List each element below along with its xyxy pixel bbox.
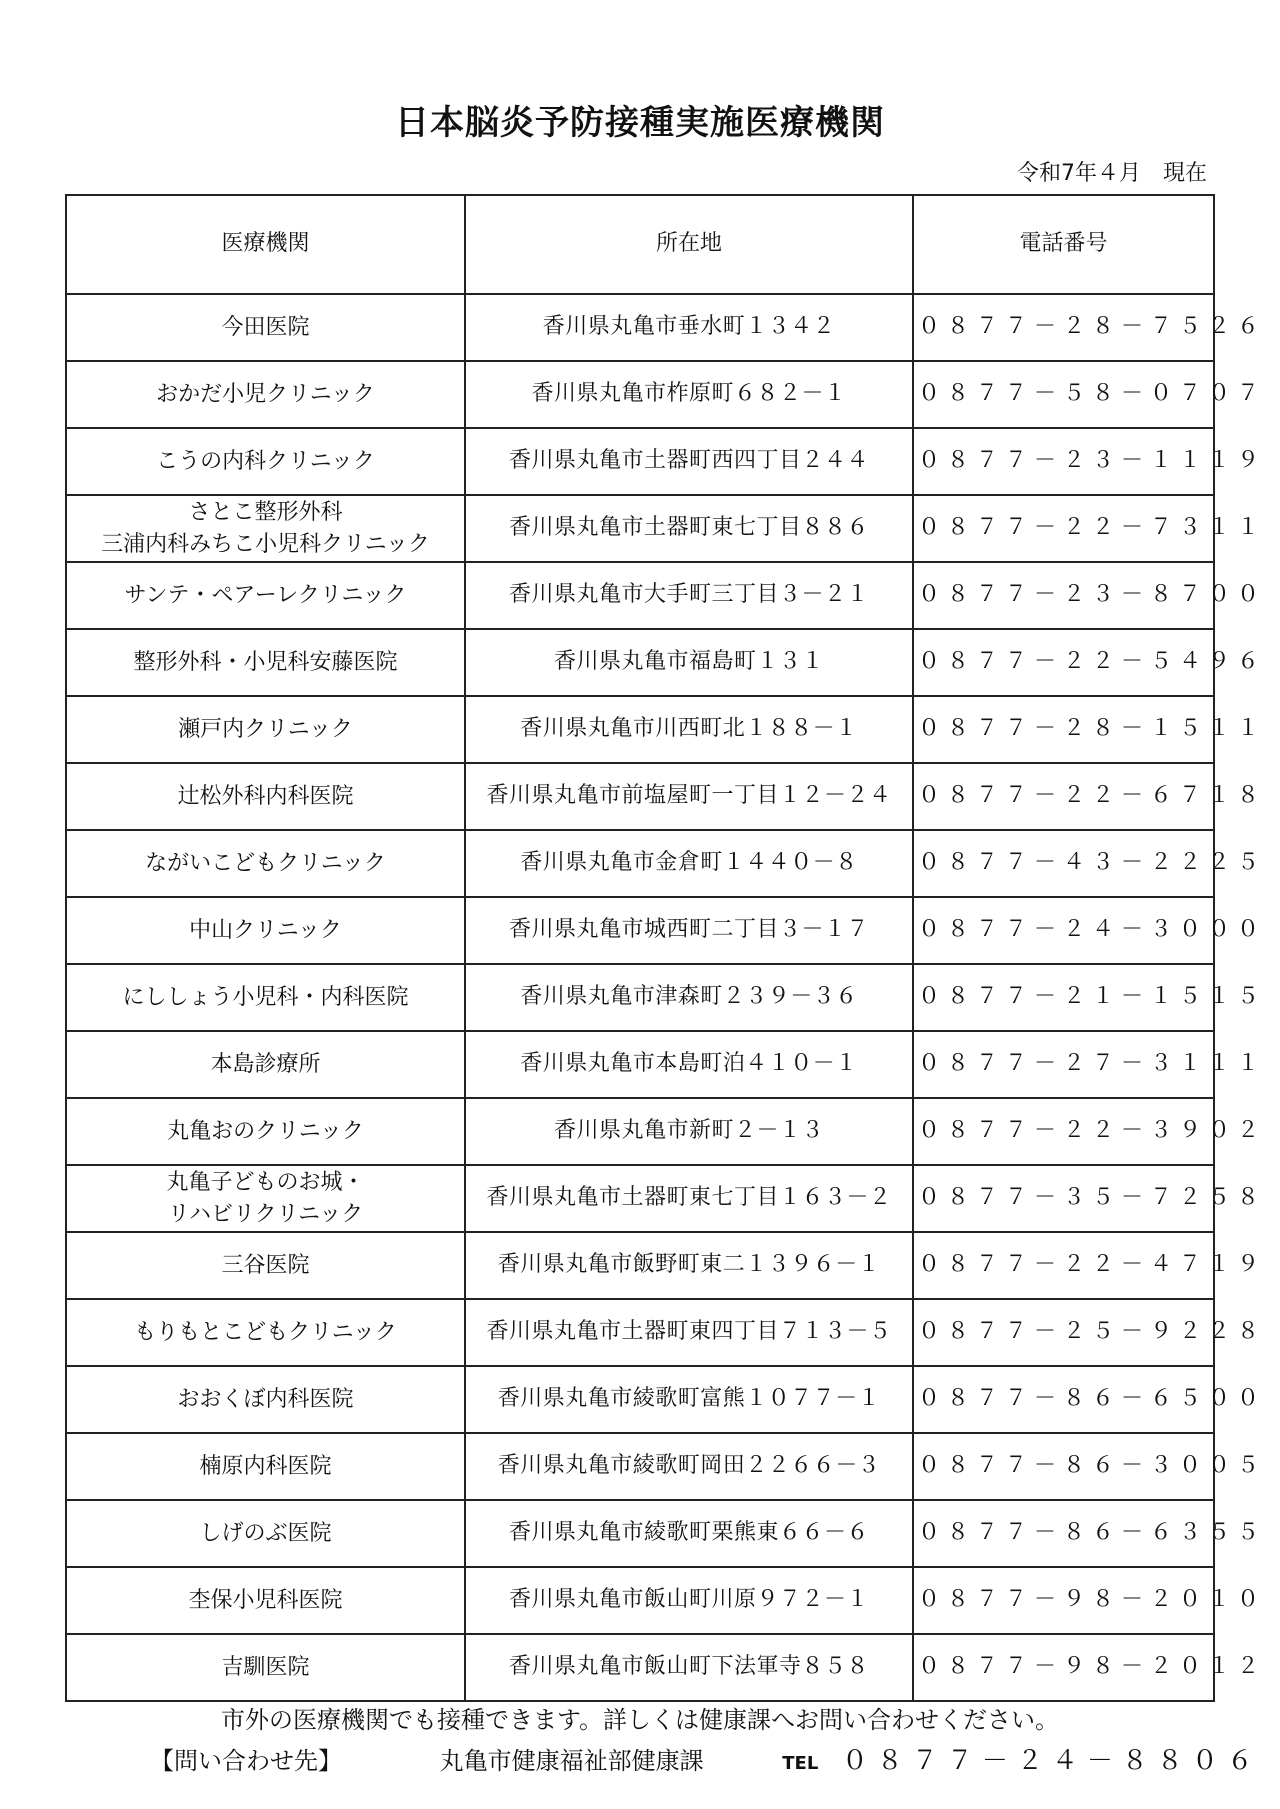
clinic-name: こうの内科クリニック (156, 448, 375, 474)
clinic-phone: ０８７７－２２－４７１９ (913, 1232, 1214, 1299)
clinic-phone: ０８７７－２２－６７１８ (913, 763, 1214, 830)
clinic-name: 今田医院 (221, 314, 310, 340)
clinic-phone: ０８７７－２２－５４９６ (913, 629, 1214, 696)
table-row (66, 629, 1214, 696)
clinic-name-cell (66, 763, 465, 830)
clinic-name: 整形外科・小児科安藤医院 (133, 649, 398, 675)
clinic-name-cell (66, 1567, 465, 1634)
clinic-phone: ０８７７－２１－１５１５ (913, 964, 1214, 1031)
clinic-name: おおくぼ内科医院 (177, 1386, 354, 1412)
clinic-name-cell (66, 1165, 465, 1232)
clinic-name: 辻松外科内科医院 (177, 783, 354, 809)
clinic-address: 香川県丸亀市綾歌町岡田２２６６－３ (465, 1433, 913, 1500)
clinic-phone: ０８７７－２２－３９０２ (913, 1098, 1214, 1165)
table-row (66, 294, 1214, 361)
as-of-date: 令和7年４月 現在 (1017, 161, 1207, 186)
table-row (66, 562, 1214, 629)
clinic-name: ながいこどもクリニック (145, 850, 386, 876)
clinic-phone: ０８７７－２５－９２２８ (913, 1299, 1214, 1366)
clinic-phone: ０８７７－３５－７２５８ (913, 1165, 1214, 1232)
clinic-address: 香川県丸亀市垂水町１３４２ (465, 294, 913, 361)
clinic-name-cell (66, 964, 465, 1031)
table-row (66, 1031, 1214, 1098)
clinic-phone: ０８７７－２３－１１１９ (913, 428, 1214, 495)
clinic-name-cell (66, 1366, 465, 1433)
clinic-name-cell (66, 830, 465, 897)
clinic-name: 本島診療所 (210, 1051, 321, 1077)
clinic-phone: ０８７７－２２－７３１１ (913, 495, 1214, 562)
clinic-address: 香川県丸亀市綾歌町栗熊東６６－６ (465, 1500, 913, 1567)
clinic-name-cell (66, 495, 465, 562)
clinic-name: 三谷医院 (221, 1252, 310, 1278)
column-header-address: 所在地 (465, 195, 913, 294)
clinic-address: 香川県丸亀市土器町東七丁目８８６ (465, 495, 913, 562)
clinic-name-cell (66, 1500, 465, 1567)
clinic-address: 香川県丸亀市土器町東四丁目７１３－５ (465, 1299, 913, 1366)
contact-phone-number: ０８７７－２４－８８０６ (841, 1746, 1262, 1776)
clinic-address: 香川県丸亀市前塩屋町一丁目１２－２４ (465, 763, 913, 830)
clinic-address: 香川県丸亀市柞原町６８２－１ (465, 361, 913, 428)
clinic-name: にししょう小児科・内科医院 (122, 984, 409, 1010)
clinic-name-cell (66, 696, 465, 763)
table-row (66, 428, 1214, 495)
clinic-address: 香川県丸亀市福島町１３１ (465, 629, 913, 696)
clinic-name-cell (66, 428, 465, 495)
clinic-address: 香川県丸亀市飯山町下法軍寺８５８ (465, 1634, 913, 1701)
column-header-phone: 電話番号 (913, 195, 1214, 294)
clinic-name: 瀬戸内クリニック (178, 716, 353, 742)
clinic-table (65, 194, 1267, 1702)
clinic-name-cell (66, 361, 465, 428)
clinic-name: さとこ整形外科 三浦内科みちこ小児科クリニック (101, 499, 430, 557)
column-header-clinic: 医療機関 (66, 195, 465, 294)
clinic-name-cell (66, 1031, 465, 1098)
clinic-name: サンテ・ペアーレクリニック (124, 582, 407, 608)
table-row (66, 1433, 1214, 1500)
clinic-name-cell (66, 294, 465, 361)
table-row (66, 361, 1214, 428)
clinic-address: 香川県丸亀市金倉町１４４０－８ (465, 830, 913, 897)
clinic-address: 香川県丸亀市新町２－１３ (465, 1098, 913, 1165)
clinic-name-cell (66, 562, 465, 629)
contact-label: 【問い合わせ先】 (150, 1747, 342, 1775)
clinic-address: 香川県丸亀市飯山町川原９７２－１ (465, 1567, 913, 1634)
table-row (66, 964, 1214, 1031)
table-row (66, 1232, 1214, 1299)
clinic-phone: ０８７７－９８－２０１２ (913, 1634, 1214, 1701)
table-row (66, 897, 1214, 964)
clinic-address: 香川県丸亀市土器町西四丁目２４４ (465, 428, 913, 495)
clinic-name: 楠原内科医院 (199, 1453, 332, 1479)
contact-department: 丸亀市健康福祉部健康課 (439, 1747, 704, 1775)
clinic-phone: ０８７７－８６－３００５ (913, 1433, 1214, 1500)
table-row (66, 696, 1214, 763)
clinic-phone: ０８７７－２７－３１１１ (913, 1031, 1214, 1098)
table-row (66, 1366, 1214, 1433)
clinic-phone: ０８７７－４３－２２２５ (913, 830, 1214, 897)
table-row (66, 1098, 1214, 1165)
clinic-phone: ０８７７－９８－２０１０ (913, 1567, 1214, 1634)
contact-line (150, 1740, 1262, 1777)
clinic-address: 香川県丸亀市綾歌町富熊１０７７－１ (465, 1366, 913, 1433)
clinic-phone: ０８７７－２８－１５１１ (913, 696, 1214, 763)
clinic-name-cell (66, 1433, 465, 1500)
table-row (66, 1165, 1214, 1232)
clinic-phone: ０８７７－２３－８７００ (913, 562, 1214, 629)
table-row (66, 1500, 1214, 1567)
table-body (66, 294, 1267, 1701)
clinic-name-cell (66, 1299, 465, 1366)
clinic-address: 香川県丸亀市川西町北１８８－１ (465, 696, 913, 763)
clinic-phone: ０８７７－８６－６３５５ (913, 1500, 1214, 1567)
clinic-name-cell (66, 1098, 465, 1165)
clinic-address: 香川県丸亀市飯野町東二１３９６－１ (465, 1232, 913, 1299)
table-row (66, 1634, 1214, 1701)
clinic-name: 吉馴医院 (221, 1654, 310, 1680)
page-title: 日本脳炎予防接種実施医療機関 (395, 103, 885, 143)
table-header-row (66, 195, 1214, 294)
clinic-address: 香川県丸亀市本島町泊４１０－１ (465, 1031, 913, 1098)
clinic-name: 丸亀おのクリニック (167, 1118, 364, 1144)
clinic-address: 香川県丸亀市城西町二丁目３－１７ (465, 897, 913, 964)
clinic-phone: ０８７７－８６－６５００ (913, 1366, 1214, 1433)
footer-note: 市外の医療機関でも接種できます。詳しくは健康課へお問い合わせください。 (220, 1706, 1060, 1734)
table-row (66, 830, 1214, 897)
clinic-address: 香川県丸亀市津森町２３９－３６ (465, 964, 913, 1031)
clinic-name: 杢保小児科医院 (188, 1587, 343, 1613)
clinic-name: 中山クリニック (189, 917, 342, 943)
tel-label: TEL (782, 1753, 819, 1774)
table-row (66, 1567, 1214, 1634)
clinic-phone: ０８７７－２４－３０００ (913, 897, 1214, 964)
clinic-name-cell (66, 1232, 465, 1299)
clinic-name: おかだ小児クリニック (156, 381, 375, 407)
clinic-address: 香川県丸亀市大手町三丁目３－２１ (465, 562, 913, 629)
table-row (66, 1299, 1214, 1366)
clinic-phone: ０８７７－５８－０７０７ (913, 361, 1214, 428)
clinic-name-cell (66, 897, 465, 964)
clinic-phone: ０８７７－２８－７５２６ (913, 294, 1214, 361)
clinic-name-cell (66, 1634, 465, 1701)
clinic-address: 香川県丸亀市土器町東七丁目１６３－２ (465, 1165, 913, 1232)
clinic-name-cell (66, 629, 465, 696)
clinic-name: もりもとこどもクリニック (134, 1319, 397, 1345)
clinic-name: 丸亀子どものお城・ リハビリクリニック (166, 1169, 365, 1227)
table-row (66, 763, 1214, 830)
table-row (66, 495, 1214, 562)
clinic-name: しげのぶ医院 (199, 1520, 332, 1546)
